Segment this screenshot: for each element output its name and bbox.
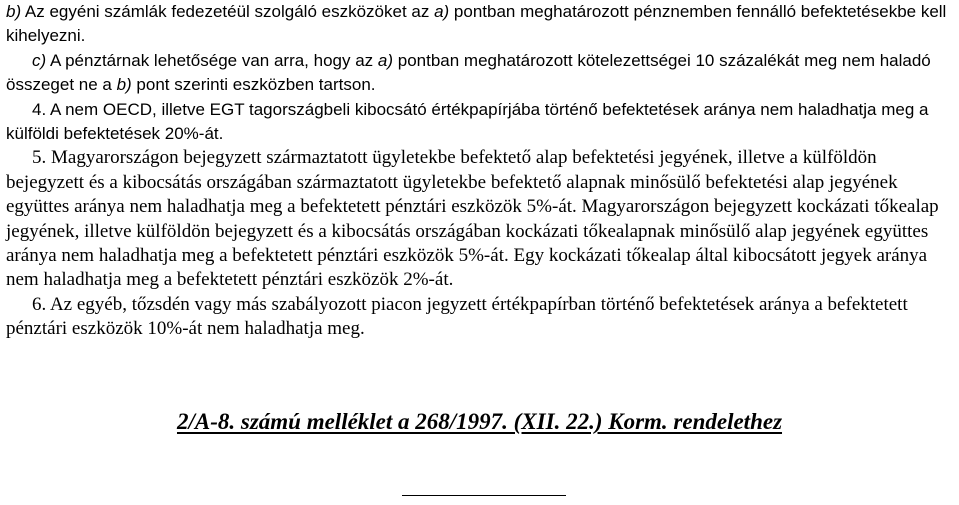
separator-rule [402, 495, 566, 496]
paragraph-c-label: c) [32, 50, 47, 70]
annex-heading: 2/A-8. számú melléklet a 268/1997. (XII. 22.) Korm. rendelethez [176, 409, 783, 434]
paragraph-c-text-2: pontban meghatározott kötelezettségei 10 százalékát meg nem haladó összeget ne a [6, 50, 931, 95]
paragraph-5: 5. Magyarországon bejegyzett származtatott ügyletekbe befektető alap befektetési jegyének, illetve a külföldön bejegyzett és a kibocsátás országában származtatott ügyletekbe befektető alapnak minősülő befektetési alap jegyének együttes aránya nem haladhatja meg a befektetett pénztári eszközök 5%-át. Magyarországon bejegyzett kockázati tőkealap jegyének, illetve külföldön bejegyzett és a kibocsátás országában kockázati tőkealapnak minősülő alap jegyének együttes aránya nem haladhatja meg a befektetett pénztári eszközök 5%-át. Egy kockázati tőkealap által kibocsátott jegyek aránya nem haladhatja meg a befektetett pénztári eszközök 2%-át. [6, 147, 939, 291]
paragraph-c-ref-a: a) [377, 50, 394, 70]
paragraph-c-ref-b: b) [116, 75, 132, 95]
paragraph-c-text-3: pont szerinti eszközben tartson. [131, 75, 376, 95]
document-body [6, 0, 954, 342]
paragraph-4: 4. A nem OECD, illetve EGT tagországbeli kibocsátó értékpapírjába történő befektetések aránya nem haladhatja meg a külföldi befektetések 20%-át. [6, 99, 929, 144]
paragraph-b-text-1: Az egyéni számlák fedezetéül szolgáló eszközöket az [21, 2, 435, 21]
paragraph-b-ref-a: a) [434, 2, 450, 21]
paragraph-c [6, 49, 954, 98]
paragraph-b-text-2: pontban meghatározott pénznemben fennálló befektetésekbe kell kihelyezni. [6, 2, 947, 46]
paragraph-b-label: b) [6, 2, 22, 21]
paragraph-b [6, 0, 954, 49]
paragraph-c-text-1: A pénztárnak lehetősége van arra, hogy az [46, 50, 378, 70]
paragraph-6: 6. Az egyéb, tőzsdén vagy más szabályozott piacon jegyzett értékpapírban történő befektetések aránya a befektetett pénztári eszközök 10%-át nem haladhatja meg. [6, 293, 908, 340]
